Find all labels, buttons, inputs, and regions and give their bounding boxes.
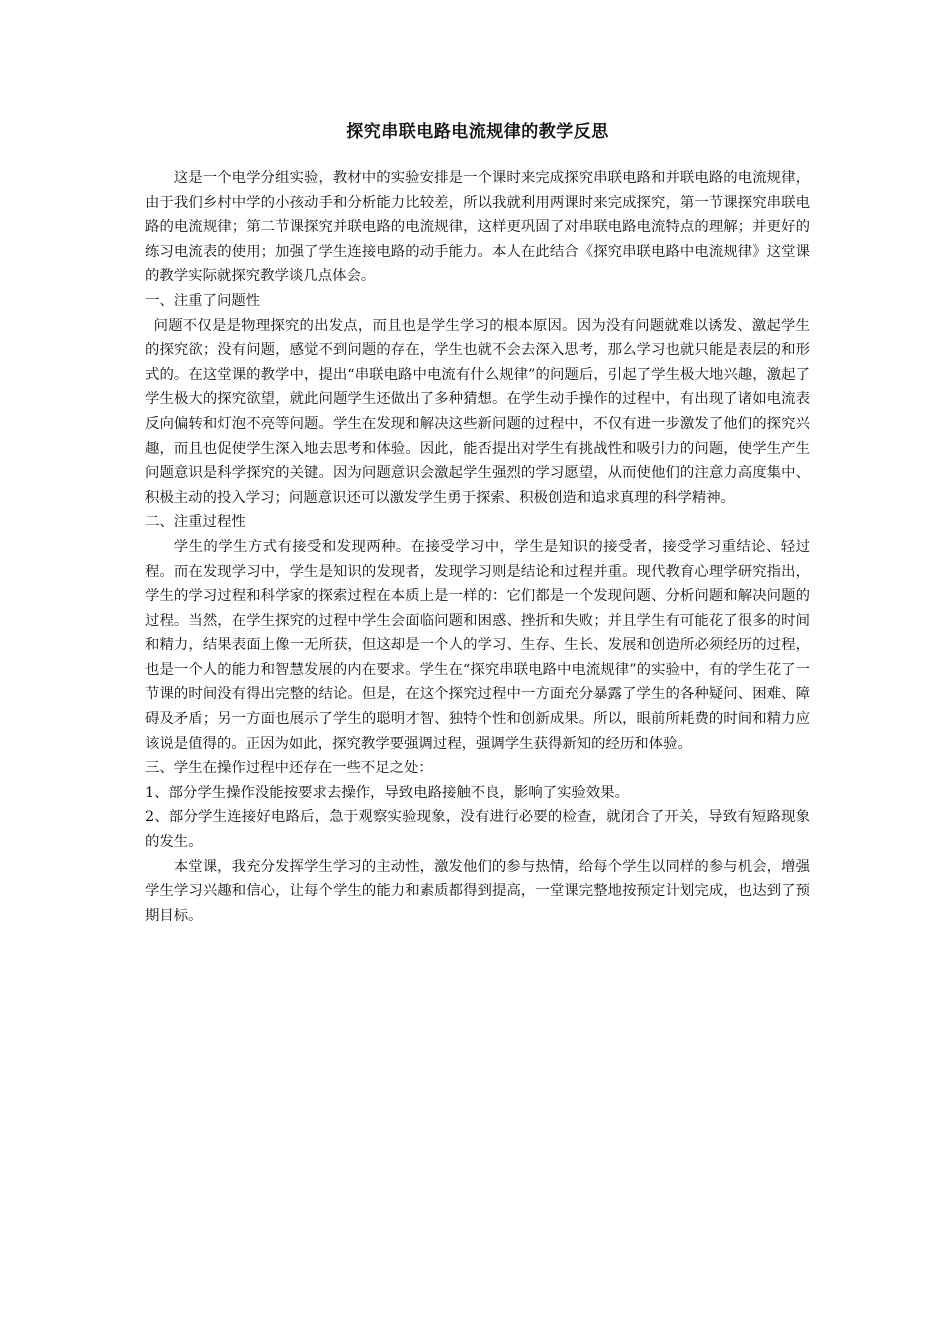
list-item-2: 2、部分学生连接好电路后，急于观察实验现象，没有进行必要的检查，就闭合了开关，导致有短路现象的发生。: [145, 809, 810, 851]
conclusion-paragraph: 本堂课，我充分发挥学生学习的主动性，激发他们的参与热情，给每个学生以同样的参与机会，增强学生学习兴趣和信心，让每个学生的能力和素质都得到提高，一堂课完整地按预定计划完成，也达到了预期目标。: [145, 858, 810, 924]
list-item-1: 1、部分学生操作没能按要求去操作，导致电路接触不良，影响了实验效果。: [145, 784, 630, 801]
section-heading-1: 一、注重了问题性: [145, 292, 261, 309]
document-title: 探究串联电路电流规律的教学反思: [346, 122, 609, 142]
document-page: [145, 120, 810, 928]
section-2-paragraph: 学生的学生方式有接受和发现两种。在接受学习中，学生是知识的接受者，接受学习重结论、轻过程。而在发现学习中，学生是知识的发现者，发现学习则是结论和过程并重。现代教育心理学研究指出，学生的学习过程和科学家的探索过程在本质上是一样的：它们都是一个发现问题、分析问题和解决问题的过程。当然，在学生探究的过程中学生会面临问题和困惑、挫折和失败；并且学生有可能花了很多的时间和精力，结果表面上像一无所获，但这却是一个人的学习、生存、生长、发展和创造所必须经历的过程，也是一个人的能力和智慧发展的内在要求。学生在“探究串联电路中电流规律”的实验中，有的学生花了一节课的时间没有得出完整的结论。但是，在这个探究过程中一方面充分暴露了学生的各种疑问、困难、障碍及矛盾；另一方面也展示了学生的聪明才智、独特个性和创新成果。所以，眼前所耗费的时间和精力应该说是值得的。正因为如此，探究教学要强调过程，强调学生获得新知的经历和体验。: [145, 538, 810, 752]
section-heading-2: 二、注重过程性: [145, 514, 246, 531]
intro-paragraph: 这是一个电学分组实验，教材中的实验安排是一个课时来完成探究串联电路和并联电路的电流规律，由于我们乡村中学的小孩动手和分析能力比较差，所以我就利用两课时来完成探究，第一节课探究串联电路的电流规律；第二节课探究并联电路的电流规律，这样更巩固了对串联电路电流特点的理解；并更好的练习电流表的使用；加强了学生连接电路的动手能力。本人在此结合《探究串联电路中电流规律》这堂课的教学实际就探究教学谈几点体会。: [145, 170, 810, 285]
section-1-paragraph: 问题不仅是是物理探究的出发点，而且也是学生学习的根本原因。因为没有问题就难以诱发、激起学生的探究欲；没有问题，感觉不到问题的存在，学生也就不会去深入思考，那么学习也就只能是表层的和形式的。在这堂课的教学中，提出“串联电路中电流有什么规律”的问题后，引起了学生极大地兴趣，激起了学生极大的探究欲望，就此问题学生还做出了多种猜想。在学生动手操作的过程中，有出现了诸如电流表反向偏转和灯泡不亮等问题。学生在发现和解决这些新问题的过程中，不仅有进一步激发了他们的探究兴趣，而且也促使学生深入地去思考和体验。因此，能否提出对学生有挑战性和吸引力的问题，使学生产生问题意识是科学探究的关键。因为问题意识会激起学生强烈的学习愿望，从而使他们的注意力高度集中、积极主动的投入学习；问题意识还可以激发学生勇于探索、积极创造和追求真理的科学精神。: [145, 317, 810, 506]
section-heading-3: 三、学生在操作过程中还存在一些不足之处：: [145, 760, 433, 777]
